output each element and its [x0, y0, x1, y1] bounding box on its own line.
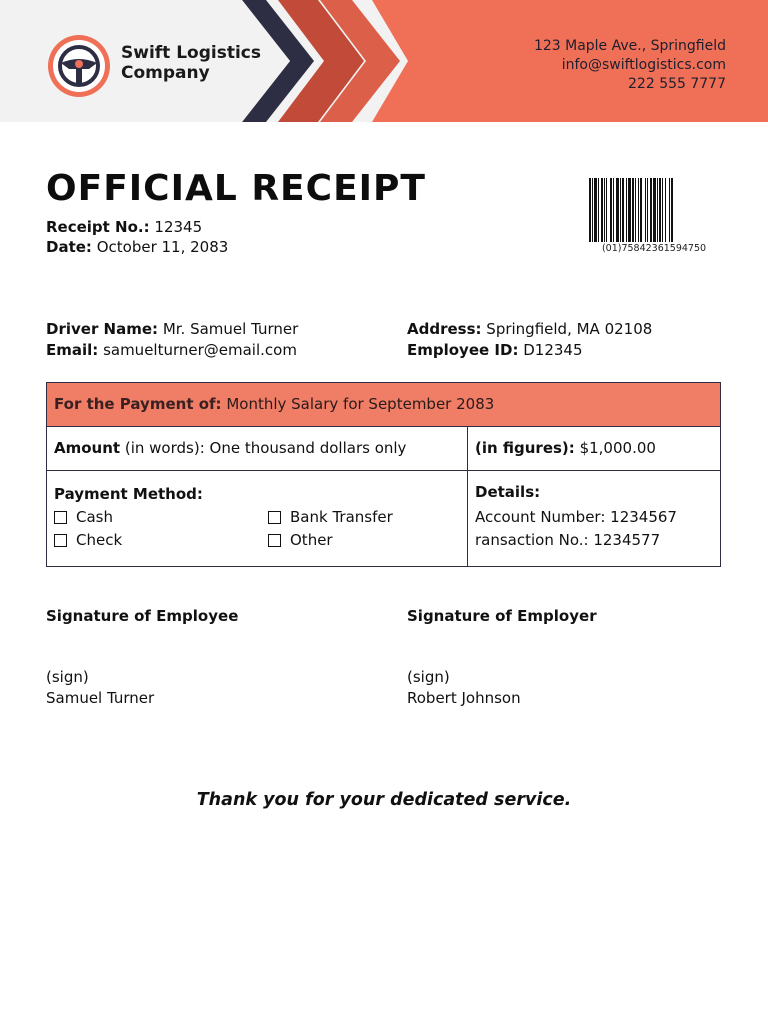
- method-other-option[interactable]: [268, 531, 333, 549]
- barcode-bar: [626, 178, 627, 242]
- method-cash-option[interactable]: [54, 508, 113, 526]
- receipt-number-label: Receipt No.:: [46, 218, 150, 236]
- receipt-number: 12345: [154, 218, 203, 236]
- payment-purpose: Monthly Salary for September 2083: [226, 395, 495, 413]
- header-banner: [0, 0, 768, 122]
- employee-signature-label: Signature of Employee: [46, 607, 239, 625]
- company-phone: 222 555 7777: [628, 76, 726, 92]
- barcode-bar: [606, 178, 607, 242]
- barcode-bar: [635, 178, 636, 242]
- payment-purpose-row: [47, 383, 720, 427]
- barcode-bar: [632, 178, 634, 242]
- receipt-date-label: Date:: [46, 238, 92, 256]
- barcode-bar: [669, 178, 670, 242]
- amount-row: [47, 427, 720, 471]
- driver-address: Springfield, MA 02108: [486, 320, 653, 338]
- driver-info-left: [46, 319, 298, 361]
- transaction-number: ransaction No.: 1234577: [475, 531, 661, 549]
- receipt-date: October 11, 2083: [96, 238, 229, 256]
- amount-in-words: [54, 439, 406, 457]
- amount-in-figures: [475, 439, 656, 457]
- payment-method-label: Payment Method:: [54, 485, 203, 503]
- barcode-bar: [601, 178, 603, 242]
- company-logo: [46, 33, 112, 99]
- payment-purpose-label: For the Payment of:: [54, 395, 222, 413]
- employee-id-row: [407, 340, 652, 361]
- method-check-label: Check: [76, 531, 123, 549]
- barcode-number: (01)75842361594750: [601, 243, 707, 254]
- barcode-bar: [657, 178, 658, 242]
- barcode-bar: [616, 178, 619, 242]
- other-checkbox[interactable]: [268, 534, 281, 547]
- barcode-bar: [598, 178, 599, 242]
- barcode-bar: [653, 178, 656, 242]
- employee-id-label: Employee ID:: [407, 341, 519, 359]
- account-number: Account Number: 1234567: [475, 508, 677, 526]
- barcode-bar: [665, 178, 666, 242]
- barcode-bar: [604, 178, 605, 242]
- company-contact: [534, 37, 726, 94]
- barcode-bar: [638, 178, 639, 242]
- barcode-bar: [628, 178, 631, 242]
- barcode-bar: [589, 178, 591, 242]
- company-address: 123 Maple Ave., Springfield: [533, 38, 726, 54]
- driver-name-label: Driver Name:: [46, 320, 159, 338]
- barcode-bar: [592, 178, 593, 242]
- employee-sign-placeholder: (sign): [46, 668, 89, 686]
- driver-address-label: Address:: [407, 320, 482, 338]
- column-divider: [467, 427, 468, 567]
- employer-signature-block: [407, 606, 597, 709]
- barcode-bar: [620, 178, 621, 242]
- driver-email: samuelturner@email.com: [103, 341, 297, 359]
- receipt-meta: [46, 217, 228, 257]
- employee-signature-block: [46, 606, 238, 709]
- employee-signer-name: Samuel Turner: [46, 689, 155, 707]
- barcode-bar: [622, 178, 624, 242]
- receipt-date-row: [46, 237, 228, 257]
- payment-table: [46, 382, 721, 567]
- steering-wheel-icon: [46, 33, 112, 99]
- driver-email-label: Email:: [46, 341, 99, 359]
- barcode-bar: [647, 178, 648, 242]
- amount-words-hint: (in words):: [124, 439, 205, 457]
- company-email: info@swiftlogistics.com: [561, 57, 726, 73]
- barcode-bar: [594, 178, 597, 242]
- details-label: Details:: [475, 483, 541, 501]
- amount-label: Amount: [54, 439, 121, 457]
- method-other-label: Other: [290, 531, 333, 549]
- page-title: OFFICIAL RECEIPT: [46, 168, 426, 209]
- company-name: [121, 43, 261, 83]
- method-bank-transfer-label: Bank Transfer: [290, 508, 393, 526]
- company-name-line1: Swift Logistics: [121, 43, 261, 63]
- figures-label: (in figures):: [475, 439, 575, 457]
- amount-words: One thousand dollars only: [209, 439, 407, 457]
- driver-name: Mr. Samuel Turner: [162, 320, 299, 338]
- barcode-bar: [640, 178, 642, 242]
- employer-signature-label: Signature of Employer: [407, 607, 597, 625]
- barcode-bar: [650, 178, 652, 242]
- cash-checkbox[interactable]: [54, 511, 67, 524]
- driver-name-row: [46, 319, 298, 340]
- barcode-bar: [613, 178, 614, 242]
- driver-email-row: [46, 340, 298, 361]
- bank-transfer-checkbox[interactable]: [268, 511, 281, 524]
- thank-you-message: Thank you for your dedicated service.: [196, 790, 572, 810]
- method-cash-label: Cash: [76, 508, 113, 526]
- barcode-bar: [645, 178, 646, 242]
- driver-info-right: [407, 319, 652, 361]
- barcode-bar: [610, 178, 612, 242]
- employer-sign-placeholder: (sign): [407, 668, 450, 686]
- barcode-bar: [671, 178, 673, 242]
- employee-id: D12345: [523, 341, 583, 359]
- barcode-bar: [659, 178, 661, 242]
- driver-address-row: [407, 319, 652, 340]
- check-checkbox[interactable]: [54, 534, 67, 547]
- company-name-line2: Company: [121, 63, 210, 83]
- method-bank-transfer-option[interactable]: [268, 508, 393, 526]
- barcode-bar: [662, 178, 663, 242]
- barcode: [588, 178, 720, 242]
- employer-signer-name: Robert Johnson: [407, 689, 521, 707]
- figures-value: $1,000.00: [579, 439, 656, 457]
- receipt-number-row: [46, 217, 228, 237]
- method-check-option[interactable]: [54, 531, 122, 549]
